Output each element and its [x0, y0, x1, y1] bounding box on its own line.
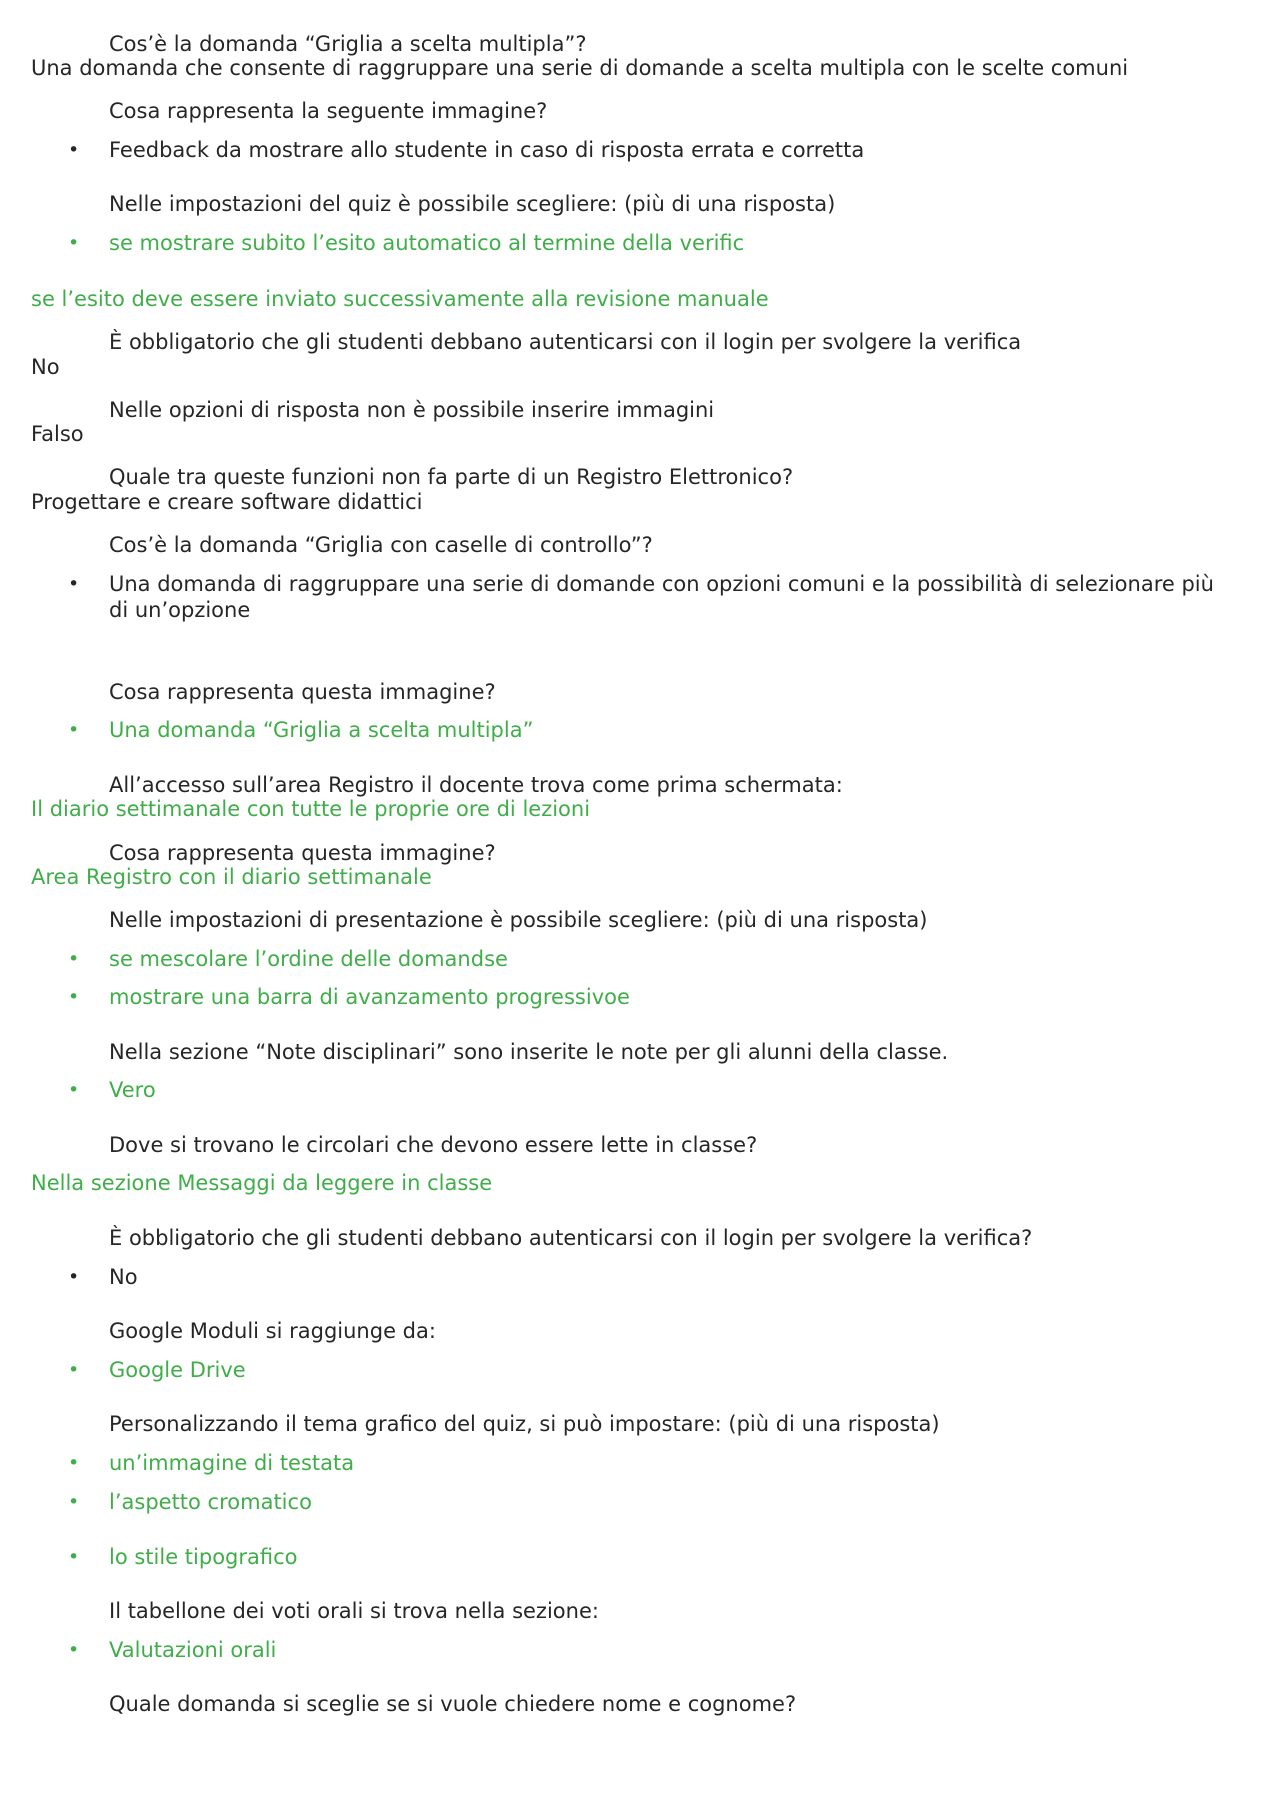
question-text: Cosa rappresenta questa immagine?	[109, 680, 496, 704]
question-text: Quale tra queste funzioni non fa parte di un Registro Elettronico?	[109, 465, 794, 489]
question-text: Cosa rappresenta la seguente immagine?	[109, 99, 548, 123]
bullet-icon: •	[68, 1452, 80, 1474]
question-text: È obbligatorio che gli studenti debbano autenticarsi con il login per svolgere la verifica?	[109, 1226, 1033, 1250]
answer-bullet-text: l’aspetto cromatico	[109, 1490, 312, 1514]
answer-text: Area Registro con il diario settimanale	[31, 865, 432, 889]
bullet-icon: •	[68, 139, 80, 161]
bullet-icon: •	[68, 1639, 80, 1661]
question-text: Quale domanda si sceglie se si vuole chiedere nome e cognome?	[109, 1692, 797, 1716]
answer-text: Nella sezione Messaggi da leggere in classe	[31, 1171, 493, 1195]
bullet-icon: •	[68, 719, 80, 741]
answer-text: Una domanda che consente di raggruppare una serie di domande a scelta multipla con le scelte comuni	[31, 56, 1129, 80]
bullet-icon: •	[68, 948, 80, 970]
question-text: Cos’è la domanda “Griglia con caselle di controllo”?	[109, 533, 653, 557]
answer-text: se l’esito deve essere inviato successivamente alla revisione manuale	[31, 287, 769, 311]
answer-bullet-text: Vero	[109, 1078, 156, 1102]
question-text: Nelle impostazioni di presentazione è possibile scegliere: (più di una risposta)	[109, 908, 928, 932]
answer-bullet-text: un’immagine di testata	[109, 1451, 355, 1475]
question-text: Dove si trovano le circolari che devono essere lette in classe?	[109, 1133, 758, 1157]
question-text: Google Moduli si raggiunge da:	[109, 1319, 436, 1343]
answer-bullet-text: se mostrare subito l’esito automatico al termine della verific	[109, 231, 745, 255]
question-text: Il tabellone dei voti orali si trova nella sezione:	[109, 1599, 599, 1623]
answer-bullet-text: Valutazioni orali	[109, 1638, 277, 1662]
bullet-icon: •	[68, 1079, 80, 1101]
answer-bullet-text: Google Drive	[109, 1358, 246, 1382]
bullet-icon: •	[68, 1359, 80, 1381]
answer-bullet-text: se mescolare l’ordine delle domandse	[109, 947, 508, 971]
bullet-icon: •	[68, 986, 80, 1008]
question-text: Cosa rappresenta questa immagine?	[109, 841, 496, 865]
question-text: Nella sezione “Note disciplinari” sono inserite le note per gli alunni della classe.	[109, 1040, 949, 1064]
answer-text: No	[31, 355, 60, 379]
answer-bullet-text: Feedback da mostrare allo studente in caso di risposta errata e corretta	[109, 138, 865, 162]
question-text: Nelle opzioni di risposta non è possibile inserire immagini	[109, 398, 715, 422]
bullet-icon: •	[68, 573, 80, 595]
answer-text: Il diario settimanale con tutte le proprie ore di lezioni	[31, 797, 591, 821]
answer-bullet-text: Una domanda “Griglia a scelta multipla”	[109, 718, 534, 742]
question-text: È obbligatorio che gli studenti debbano autenticarsi con il login per svolgere la verifica	[109, 330, 1022, 354]
bullet-icon: •	[68, 232, 80, 254]
answer-text: Progettare e creare software didattici	[31, 490, 423, 514]
question-text: Cos’è la domanda “Griglia a scelta multipla”?	[109, 32, 587, 56]
bullet-icon: •	[68, 1266, 80, 1288]
answer-text: Falso	[31, 422, 84, 446]
answer-bullet-text: mostrare una barra di avanzamento progressivoe	[109, 985, 630, 1009]
question-text: Nelle impostazioni del quiz è possibile scegliere: (più di una risposta)	[109, 192, 836, 216]
bullet-icon: •	[68, 1546, 80, 1568]
question-text: All’accesso sull’area Registro il docente trova come prima schermata:	[109, 773, 843, 797]
bullet-icon: •	[68, 1491, 80, 1513]
answer-bullet-text: lo stile tipografico	[109, 1545, 298, 1569]
question-text: Personalizzando il tema grafico del quiz, si può impostare: (più di una risposta)	[109, 1412, 940, 1436]
answer-bullet-text: No	[109, 1265, 138, 1289]
answer-bullet-text: Una domanda di raggruppare una serie di domande con opzioni comuni e la possibilità di selezionare più di un’opzione	[109, 572, 1214, 622]
